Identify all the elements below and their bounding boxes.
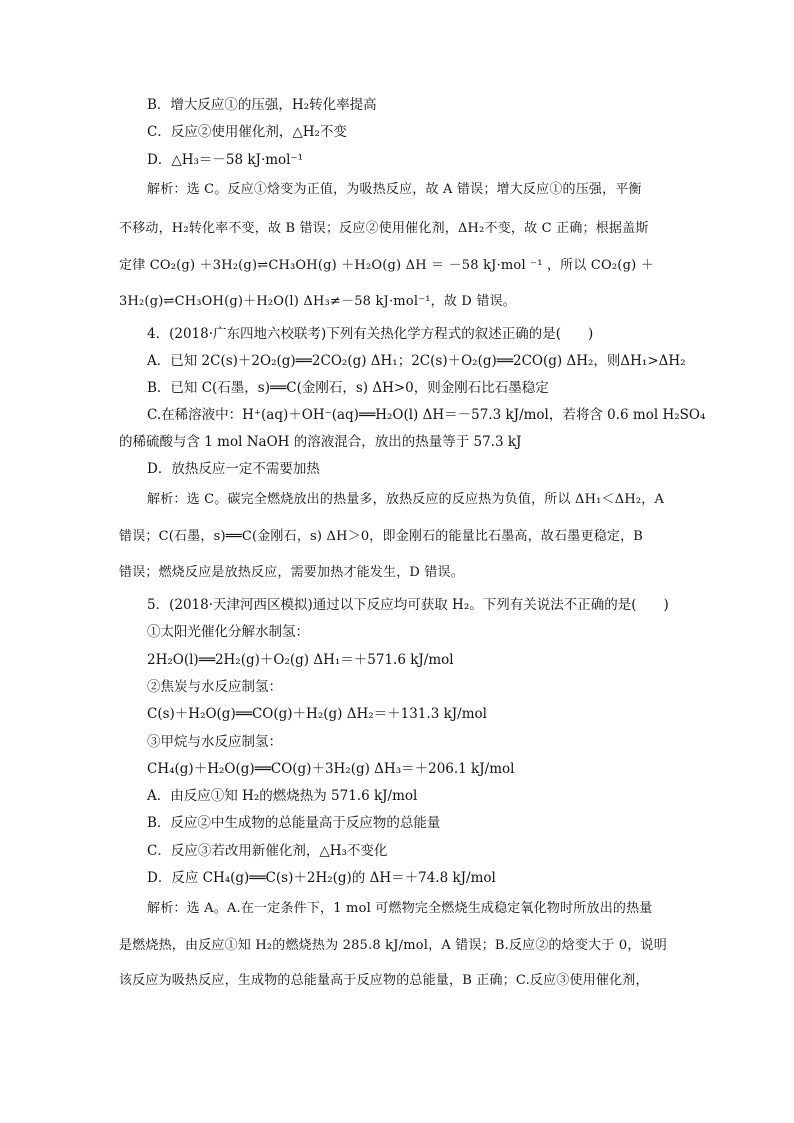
- q3-solution-line: 3H₂(g)⇌CH₃OH(g)＋H₂O(l) ΔH₃≠－58 kJ·mol⁻¹，故 D 错误。: [119, 294, 516, 309]
- q3-solution-line: 解析：选 C。反应①焓变为正值，为吸热反应，故 A 错误；增大反应①的压强，平衡: [147, 182, 642, 197]
- q5-solution-line: 解析：选 A。A.在一定条件下，1 mol 可燃物完全燃烧生成稳定氧化物时所放出的热量: [147, 901, 653, 916]
- q4-stem: 4．(2018·广东四地六校联考)下列有关热化学方程式的叙述正确的是( ): [147, 326, 594, 342]
- q3-option-c: C．反应②使用催化剂，△H₂不变: [147, 124, 347, 140]
- q5-solution-line: 是燃烧热，由反应①知 H₂的燃烧热为 285.8 kJ/mol，A 错误；B.反应②的焓变大于 0，说明: [119, 938, 667, 953]
- q3-option-d: D．△H₃＝－58 kJ·mol⁻¹: [147, 152, 304, 168]
- q3-solution-line: 定律 CO₂(g) ＋3H₂(g)⇌CH₃OH(g) ＋H₂O(g) ΔH ＝ －58 kJ·mol ⁻¹ ，所以 CO₂(g) ＋: [119, 258, 654, 273]
- q5-method-3: ③甲烷与水反应制氢：: [147, 734, 282, 750]
- q5-solution-line: 该反应为吸热反应，生成物的总能量高于反应物的总能量，B 正确；C.反应③使用催化剂，: [119, 973, 649, 988]
- q5-equation-2: C(s)＋H₂O(g)══CO(g)＋H₂(g) ΔH₂＝＋131.3 kJ/mol: [147, 706, 487, 722]
- q4-solution-line: 错误；燃烧反应是放热反应，需要加热才能发生，D 错误。: [119, 565, 464, 580]
- q3-option-b: B．增大反应①的压强，H₂转化率提高: [147, 97, 377, 113]
- q4-option-a: A．已知 2C(s)＋2O₂(g)══2CO₂(g) ΔH₁；2C(s)＋O₂(g)══2CO(g) ΔH₂，则ΔH₁>ΔH₂: [147, 353, 686, 369]
- q5-option-d: D．反应 CH₄(g)══C(s)＋2H₂(g)的 ΔH＝＋74.8 kJ/mol: [147, 870, 496, 886]
- q5-option-b: B．反应②中生成物的总能量高于反应物的总能量: [147, 815, 441, 831]
- q4-solution-line: 错误；C(石墨，s)══C(金刚石，s) ΔH＞0，即金刚石的能量比石墨高，故石墨更稳定，B: [119, 529, 644, 544]
- q5-option-a: A．由反应①知 H₂的燃烧热为 571.6 kJ/mol: [147, 788, 418, 804]
- q4-option-d: D．放热反应一定不需要加热: [147, 461, 320, 477]
- q5-method-2: ②焦炭与水反应制氢：: [147, 679, 282, 695]
- q4-option-c: C.在稀溶液中：H⁺(aq)＋OH⁻(aq)══H₂O(l) ΔH＝－57.3 kJ/mol，若将含 0.6 mol H₂SO₄: [147, 407, 706, 423]
- q5-equation-3: CH₄(g)＋H₂O(g)══CO(g)＋3H₂(g) ΔH₃＝＋206.1 kJ/mol: [147, 761, 515, 777]
- q5-stem: 5．(2018·天津河西区模拟)通过以下反应均可获取 H₂。下列有关说法不正确的是( ): [147, 597, 669, 613]
- q5-option-c: C．反应③若改用新催化剂，△H₃不变化: [147, 843, 388, 859]
- q5-equation-1: 2H₂O(l)══2H₂(g)＋O₂(g) ΔH₁＝＋571.6 kJ/mol: [147, 652, 454, 668]
- q4-solution-line: 解析：选 C。碳完全燃烧放出的热量多，放热反应的反应热为负值，所以 ΔH₁＜ΔH₂，A: [147, 492, 665, 507]
- q5-method-1: ①太阳光催化分解水制氢：: [147, 624, 309, 640]
- q4-option-c-continued: 的稀硫酸与含 1 mol NaOH 的溶液混合，放出的热量等于 57.3 kJ: [119, 434, 522, 450]
- q3-solution-line: 不移动，H₂转化率不变，故 B 错误；反应②使用催化剂，ΔH₂不变，故 C 正确；根据盖斯: [119, 221, 649, 236]
- q4-option-b: B．已知 C(石墨，s)══C(金刚石，s) ΔH>0，则金刚石比石墨稳定: [147, 380, 549, 396]
